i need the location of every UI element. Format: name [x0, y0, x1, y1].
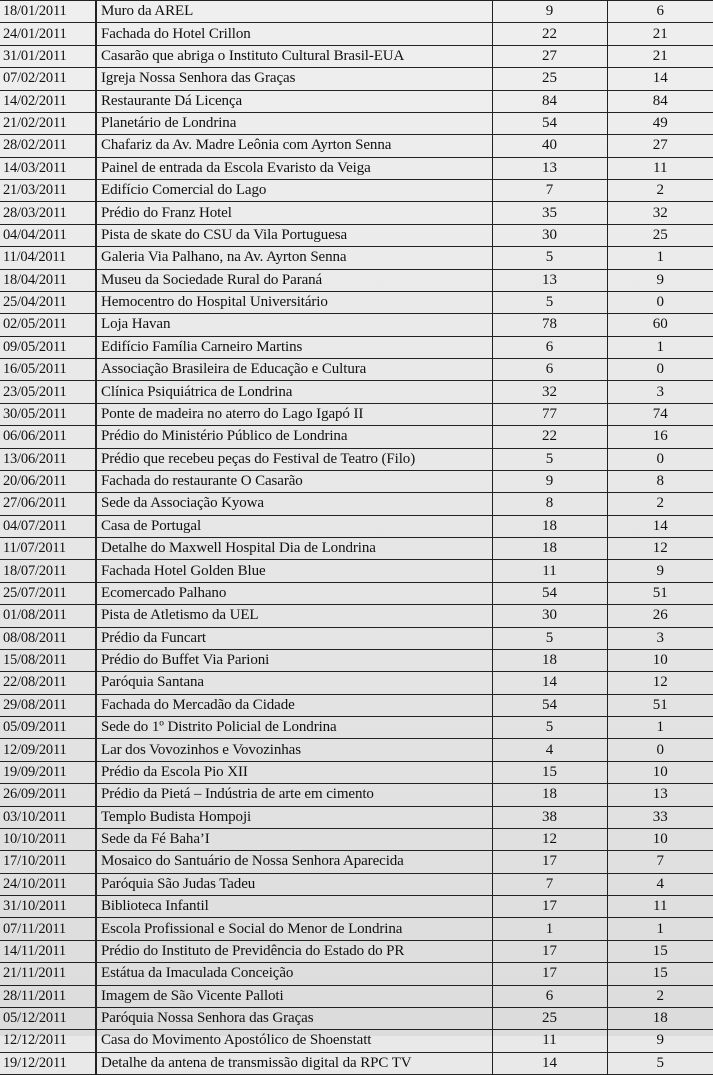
count-b-cell: 33 — [607, 806, 713, 828]
place-cell: Sede da Associação Kyowa — [96, 493, 492, 515]
place-cell: Ponte de madeira no aterro do Lago Igapó II — [96, 403, 492, 425]
table-row — [0, 68, 713, 90]
date-cell: 14/11/2011 — [0, 940, 96, 962]
table-row — [0, 224, 713, 246]
place-cell: Casarão que abriga o Instituto Cultural Brasil-EUA — [96, 45, 492, 67]
table-row — [0, 538, 713, 560]
place-cell: Detalhe do Maxwell Hospital Dia de Londrina — [96, 538, 492, 560]
count-b-cell: 12 — [607, 672, 713, 694]
count-a-cell: 17 — [492, 940, 607, 962]
table-row — [0, 649, 713, 671]
date-cell: 26/09/2011 — [0, 784, 96, 806]
count-a-cell: 15 — [492, 761, 607, 783]
table-row — [0, 1052, 713, 1074]
table-row — [0, 717, 713, 739]
place-cell: Edifício Família Carneiro Martins — [96, 336, 492, 358]
date-cell: 31/01/2011 — [0, 45, 96, 67]
date-cell: 19/09/2011 — [0, 761, 96, 783]
place-cell: Galeria Via Palhano, na Av. Ayrton Senna — [96, 247, 492, 269]
date-cell: 08/08/2011 — [0, 627, 96, 649]
count-b-cell: 3 — [607, 381, 713, 403]
date-cell: 10/10/2011 — [0, 828, 96, 850]
place-cell: Sede da Fé Baha’I — [96, 828, 492, 850]
table-row — [0, 672, 713, 694]
count-a-cell: 18 — [492, 515, 607, 537]
date-cell: 13/06/2011 — [0, 448, 96, 470]
date-cell: 24/10/2011 — [0, 873, 96, 895]
count-b-cell: 5 — [607, 1052, 713, 1074]
count-b-cell: 84 — [607, 90, 713, 112]
date-cell: 01/08/2011 — [0, 605, 96, 627]
count-a-cell: 32 — [492, 381, 607, 403]
place-cell: Muro da AREL — [96, 1, 492, 23]
count-a-cell: 54 — [492, 112, 607, 134]
count-a-cell: 4 — [492, 739, 607, 761]
date-cell: 07/02/2011 — [0, 68, 96, 90]
count-a-cell: 14 — [492, 1052, 607, 1074]
count-b-cell: 21 — [607, 23, 713, 45]
date-cell: 23/05/2011 — [0, 381, 96, 403]
table-row — [0, 515, 713, 537]
place-cell: Fachada do restaurante O Casarão — [96, 470, 492, 492]
count-a-cell: 54 — [492, 694, 607, 716]
place-cell: Estátua da Imaculada Conceição — [96, 963, 492, 985]
count-a-cell: 17 — [492, 851, 607, 873]
count-b-cell: 10 — [607, 649, 713, 671]
place-cell: Painel de entrada da Escola Evaristo da Veiga — [96, 157, 492, 179]
count-a-cell: 18 — [492, 649, 607, 671]
count-b-cell: 9 — [607, 269, 713, 291]
date-cell: 30/05/2011 — [0, 403, 96, 425]
count-b-cell: 0 — [607, 359, 713, 381]
count-a-cell: 7 — [492, 180, 607, 202]
count-a-cell: 1 — [492, 918, 607, 940]
count-b-cell: 2 — [607, 180, 713, 202]
count-b-cell: 9 — [607, 560, 713, 582]
date-cell: 15/08/2011 — [0, 649, 96, 671]
table-row — [0, 739, 713, 761]
date-cell: 09/05/2011 — [0, 336, 96, 358]
place-cell: Prédio do Buffet Via Parioni — [96, 649, 492, 671]
count-a-cell: 13 — [492, 157, 607, 179]
table-row — [0, 291, 713, 313]
table-row — [0, 336, 713, 358]
place-cell: Prédio do Instituto de Previdência do Estado do PR — [96, 940, 492, 962]
table-row — [0, 135, 713, 157]
place-cell: Sede do 1º Distrito Policial de Londrina — [96, 717, 492, 739]
count-a-cell: 8 — [492, 493, 607, 515]
count-b-cell: 15 — [607, 963, 713, 985]
count-b-cell: 21 — [607, 45, 713, 67]
table-row — [0, 157, 713, 179]
date-cell: 06/06/2011 — [0, 426, 96, 448]
date-cell: 12/12/2011 — [0, 1030, 96, 1052]
place-cell: Pista de skate do CSU da Vila Portuguesa — [96, 224, 492, 246]
date-cell: 25/07/2011 — [0, 582, 96, 604]
place-cell: Mosaico do Santuário de Nossa Senhora Aparecida — [96, 851, 492, 873]
date-cell: 22/08/2011 — [0, 672, 96, 694]
table-row — [0, 1030, 713, 1052]
table-row — [0, 605, 713, 627]
place-cell: Pista de Atletismo da UEL — [96, 605, 492, 627]
place-cell: Prédio do Franz Hotel — [96, 202, 492, 224]
count-b-cell: 15 — [607, 940, 713, 962]
place-cell: Loja Havan — [96, 314, 492, 336]
table-row — [0, 381, 713, 403]
count-a-cell: 35 — [492, 202, 607, 224]
table-row — [0, 784, 713, 806]
count-a-cell: 5 — [492, 291, 607, 313]
table-row — [0, 963, 713, 985]
table-row — [0, 112, 713, 134]
count-a-cell: 78 — [492, 314, 607, 336]
count-b-cell: 1 — [607, 918, 713, 940]
date-cell: 20/06/2011 — [0, 470, 96, 492]
date-cell: 17/10/2011 — [0, 851, 96, 873]
count-b-cell: 11 — [607, 896, 713, 918]
place-cell: Prédio da Pietá – Indústria de arte em cimento — [96, 784, 492, 806]
count-a-cell: 18 — [492, 784, 607, 806]
place-cell: Prédio do Ministério Público de Londrina — [96, 426, 492, 448]
table-row — [0, 918, 713, 940]
count-b-cell: 0 — [607, 291, 713, 313]
place-cell: Paróquia São Judas Tadeu — [96, 873, 492, 895]
count-b-cell: 1 — [607, 247, 713, 269]
count-b-cell: 9 — [607, 1030, 713, 1052]
count-a-cell: 5 — [492, 448, 607, 470]
count-a-cell: 30 — [492, 605, 607, 627]
count-b-cell: 60 — [607, 314, 713, 336]
date-cell: 21/11/2011 — [0, 963, 96, 985]
date-cell: 03/10/2011 — [0, 806, 96, 828]
table-row — [0, 493, 713, 515]
date-cell: 28/02/2011 — [0, 135, 96, 157]
count-a-cell: 7 — [492, 873, 607, 895]
table-row — [0, 828, 713, 850]
place-cell: Paróquia Santana — [96, 672, 492, 694]
count-a-cell: 25 — [492, 68, 607, 90]
place-cell: Imagem de São Vicente Palloti — [96, 985, 492, 1007]
date-cell: 14/02/2011 — [0, 90, 96, 112]
date-cell: 31/10/2011 — [0, 896, 96, 918]
table-row — [0, 1007, 713, 1029]
place-cell: Escola Profissional e Social do Menor de Londrina — [96, 918, 492, 940]
count-b-cell: 74 — [607, 403, 713, 425]
count-b-cell: 14 — [607, 515, 713, 537]
count-b-cell: 51 — [607, 582, 713, 604]
table-row — [0, 896, 713, 918]
count-a-cell: 40 — [492, 135, 607, 157]
date-cell: 28/11/2011 — [0, 985, 96, 1007]
date-cell: 05/09/2011 — [0, 717, 96, 739]
table-row — [0, 582, 713, 604]
count-a-cell: 25 — [492, 1007, 607, 1029]
table-row — [0, 359, 713, 381]
count-b-cell: 12 — [607, 538, 713, 560]
count-a-cell: 30 — [492, 224, 607, 246]
count-a-cell: 5 — [492, 627, 607, 649]
count-b-cell: 8 — [607, 470, 713, 492]
count-b-cell: 49 — [607, 112, 713, 134]
count-b-cell: 27 — [607, 135, 713, 157]
count-a-cell: 54 — [492, 582, 607, 604]
table-row — [0, 90, 713, 112]
table-row — [0, 269, 713, 291]
count-b-cell: 10 — [607, 828, 713, 850]
count-a-cell: 9 — [492, 1, 607, 23]
table-row — [0, 470, 713, 492]
date-cell: 27/06/2011 — [0, 493, 96, 515]
count-b-cell: 0 — [607, 448, 713, 470]
date-cell: 24/01/2011 — [0, 23, 96, 45]
date-cell: 05/12/2011 — [0, 1007, 96, 1029]
count-b-cell: 1 — [607, 717, 713, 739]
date-cell: 29/08/2011 — [0, 694, 96, 716]
count-a-cell: 14 — [492, 672, 607, 694]
date-cell: 02/05/2011 — [0, 314, 96, 336]
count-b-cell: 0 — [607, 739, 713, 761]
table-row — [0, 761, 713, 783]
place-cell: Ecomercado Palhano — [96, 582, 492, 604]
count-a-cell: 84 — [492, 90, 607, 112]
place-cell: Hemocentro do Hospital Universitário — [96, 291, 492, 313]
date-cell: 18/07/2011 — [0, 560, 96, 582]
place-cell: Igreja Nossa Senhora das Graças — [96, 68, 492, 90]
place-cell: Prédio que recebeu peças do Festival de Teatro (Filo) — [96, 448, 492, 470]
count-b-cell: 13 — [607, 784, 713, 806]
place-cell: Templo Budista Hompoji — [96, 806, 492, 828]
date-cell: 21/02/2011 — [0, 112, 96, 134]
date-cell: 16/05/2011 — [0, 359, 96, 381]
place-cell: Fachada do Hotel Crillon — [96, 23, 492, 45]
count-b-cell: 14 — [607, 68, 713, 90]
place-cell: Lar dos Vovozinhos e Vovozinhas — [96, 739, 492, 761]
place-cell: Fachada Hotel Golden Blue — [96, 560, 492, 582]
count-a-cell: 22 — [492, 426, 607, 448]
table-row — [0, 560, 713, 582]
place-cell: Casa de Portugal — [96, 515, 492, 537]
place-cell: Detalhe da antena de transmissão digital da RPC TV — [96, 1052, 492, 1074]
place-cell: Restaurante Dá Licença — [96, 90, 492, 112]
place-cell: Biblioteca Infantil — [96, 896, 492, 918]
count-a-cell: 11 — [492, 560, 607, 582]
table-row — [0, 45, 713, 67]
date-cell: 19/12/2011 — [0, 1052, 96, 1074]
place-cell: Paróquia Nossa Senhora das Graças — [96, 1007, 492, 1029]
count-b-cell: 32 — [607, 202, 713, 224]
table-row — [0, 940, 713, 962]
place-cell: Associação Brasileira de Educação e Cultura — [96, 359, 492, 381]
place-cell: Prédio da Escola Pio XII — [96, 761, 492, 783]
count-a-cell: 5 — [492, 717, 607, 739]
table-row — [0, 247, 713, 269]
date-cell: 14/03/2011 — [0, 157, 96, 179]
table-row — [0, 314, 713, 336]
count-a-cell: 6 — [492, 336, 607, 358]
count-a-cell: 5 — [492, 247, 607, 269]
count-b-cell: 4 — [607, 873, 713, 895]
count-a-cell: 38 — [492, 806, 607, 828]
table-row — [0, 23, 713, 45]
count-a-cell: 6 — [492, 985, 607, 1007]
table-row — [0, 627, 713, 649]
place-cell: Edifício Comercial do Lago — [96, 180, 492, 202]
date-cell: 04/07/2011 — [0, 515, 96, 537]
place-cell: Casa do Movimento Apostólico de Shoenstatt — [96, 1030, 492, 1052]
count-b-cell: 2 — [607, 985, 713, 1007]
count-b-cell: 18 — [607, 1007, 713, 1029]
count-a-cell: 18 — [492, 538, 607, 560]
count-a-cell: 77 — [492, 403, 607, 425]
count-a-cell: 11 — [492, 1030, 607, 1052]
date-cell: 04/04/2011 — [0, 224, 96, 246]
count-a-cell: 17 — [492, 963, 607, 985]
date-cell: 18/04/2011 — [0, 269, 96, 291]
table-row — [0, 180, 713, 202]
table-row — [0, 426, 713, 448]
count-a-cell: 17 — [492, 896, 607, 918]
count-b-cell: 26 — [607, 605, 713, 627]
table-row — [0, 448, 713, 470]
count-b-cell: 11 — [607, 157, 713, 179]
count-b-cell: 16 — [607, 426, 713, 448]
date-cell: 11/04/2011 — [0, 247, 96, 269]
count-a-cell: 13 — [492, 269, 607, 291]
date-cell: 18/01/2011 — [0, 1, 96, 23]
place-cell: Prédio da Funcart — [96, 627, 492, 649]
count-b-cell: 51 — [607, 694, 713, 716]
place-cell: Fachada do Mercadão da Cidade — [96, 694, 492, 716]
date-cell: 21/03/2011 — [0, 180, 96, 202]
count-a-cell: 27 — [492, 45, 607, 67]
table-row — [0, 985, 713, 1007]
table-row — [0, 403, 713, 425]
count-b-cell: 25 — [607, 224, 713, 246]
count-b-cell: 2 — [607, 493, 713, 515]
count-a-cell: 9 — [492, 470, 607, 492]
count-b-cell: 7 — [607, 851, 713, 873]
table-row — [0, 694, 713, 716]
count-b-cell: 10 — [607, 761, 713, 783]
place-cell: Planetário de Londrina — [96, 112, 492, 134]
place-cell: Clínica Psiquiátrica de Londrina — [96, 381, 492, 403]
date-cell: 28/03/2011 — [0, 202, 96, 224]
count-b-cell: 1 — [607, 336, 713, 358]
count-a-cell: 22 — [492, 23, 607, 45]
place-cell: Museu da Sociedade Rural do Paraná — [96, 269, 492, 291]
table-row — [0, 851, 713, 873]
table-row — [0, 806, 713, 828]
count-a-cell: 12 — [492, 828, 607, 850]
date-cell: 11/07/2011 — [0, 538, 96, 560]
place-cell: Chafariz da Av. Madre Leônia com Ayrton Senna — [96, 135, 492, 157]
table-row — [0, 873, 713, 895]
date-cell: 25/04/2011 — [0, 291, 96, 313]
table-row — [0, 202, 713, 224]
count-b-cell: 3 — [607, 627, 713, 649]
table-row — [0, 1, 713, 23]
date-cell: 12/09/2011 — [0, 739, 96, 761]
date-cell: 07/11/2011 — [0, 918, 96, 940]
count-b-cell: 6 — [607, 1, 713, 23]
count-a-cell: 6 — [492, 359, 607, 381]
